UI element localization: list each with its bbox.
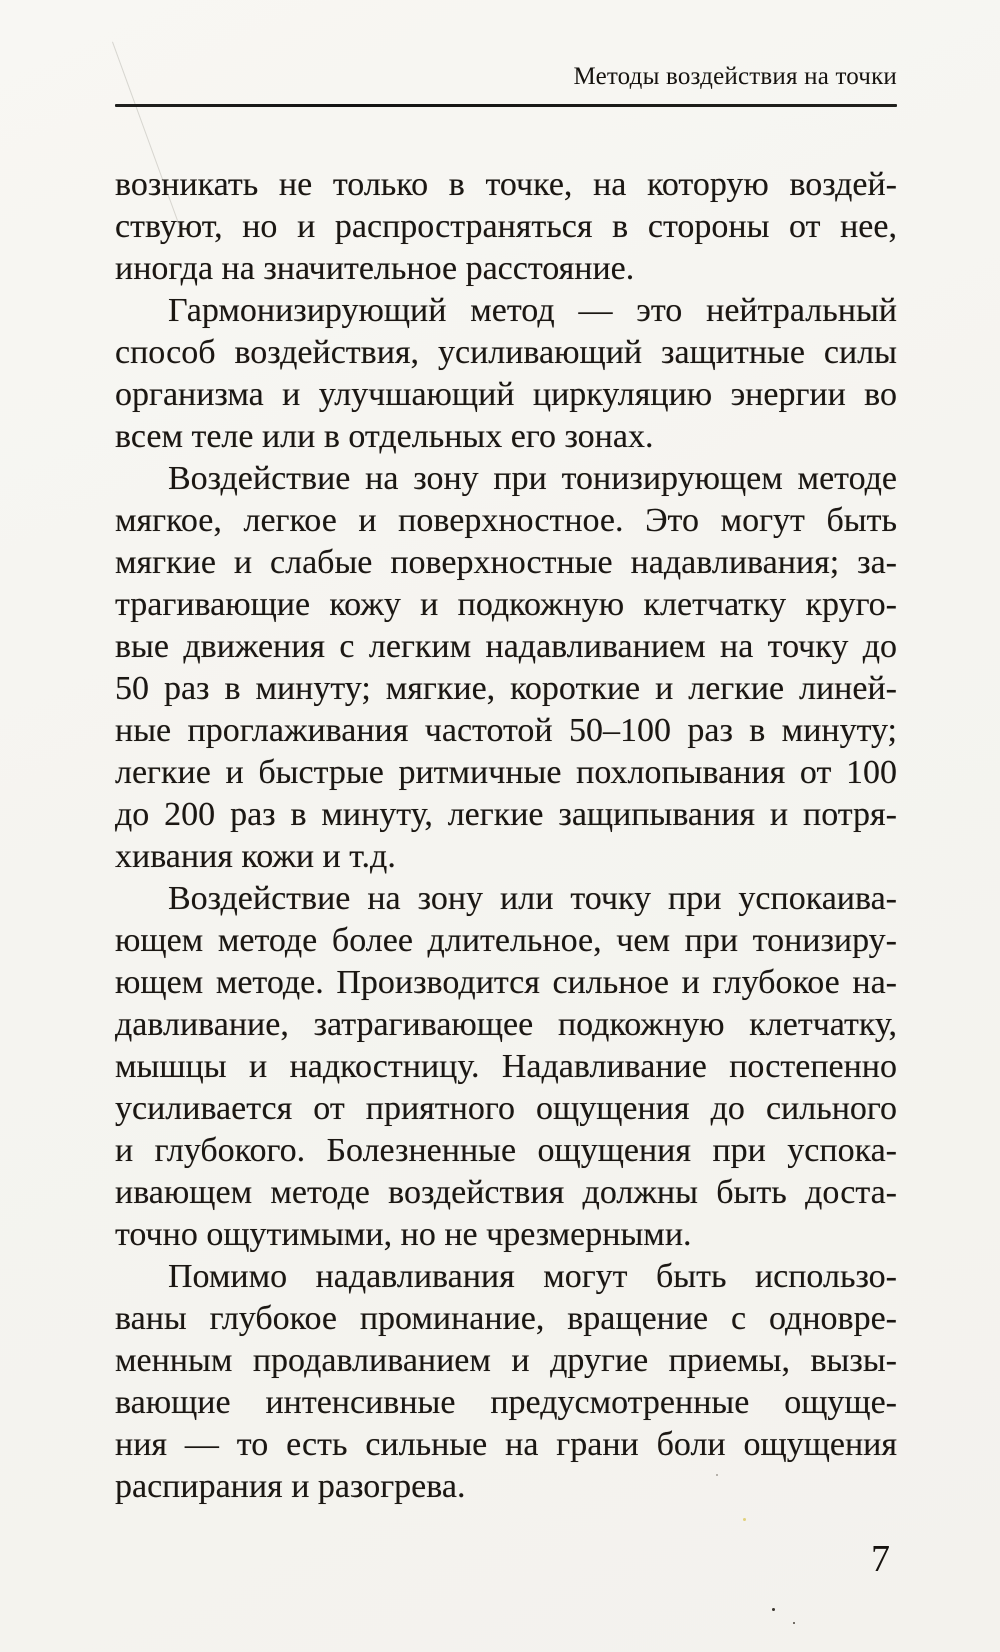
paragraph-3	[115, 458, 897, 878]
text-line: ные проглаживания частотой 50–100 раз в минуту;	[115, 712, 897, 749]
text-line: 50 раз в минуту; мягкие, короткие и легкие линей-	[115, 670, 897, 707]
paragraph-1	[115, 164, 897, 290]
text-line: ивающем методе воздействия должны быть доста-	[115, 1174, 897, 1211]
text-line: Воздействие на зону при тонизирующем методе	[168, 460, 897, 497]
page-number: 7	[871, 1538, 890, 1580]
text-line: усиливается от приятного ощущения до сильного	[115, 1090, 897, 1127]
dust-speck	[716, 1474, 718, 1476]
text-line: легкие и быстрые ритмичные похлопывания от 100	[115, 754, 897, 791]
text-line: Воздействие на зону или точку при успокаива-	[168, 880, 897, 917]
paragraph-4	[115, 878, 897, 1256]
text-line: организма и улучшающий циркуляцию энергии во	[115, 376, 897, 413]
text-line: давливание, затрагивающее подкожную клетчатку,	[115, 1006, 897, 1043]
text-line: ющем методе более длительное, чем при тонизиру-	[115, 922, 897, 959]
text-line: ствуют, но и распространяться в стороны от нее,	[115, 208, 897, 245]
text-line: Гармонизирующий метод — это нейтральный	[168, 292, 897, 329]
text-line: ющем методе. Производится сильное и глубокое на-	[115, 964, 897, 1001]
text-line: точно ощутимыми, но не чрезмерными.	[115, 1216, 692, 1253]
paragraph-2	[115, 290, 897, 458]
text-line: Помимо надавливания могут быть использо-	[168, 1258, 897, 1295]
text-line: и глубокого. Болезненные ощущения при успока-	[115, 1132, 897, 1169]
text-line: распирания и разогрева.	[115, 1468, 466, 1505]
text-line: хивания кожи и т.д.	[115, 838, 396, 875]
text-line: трагивающие кожу и подкожную клетчатку круго-	[115, 586, 897, 623]
paragraph-5	[115, 1256, 897, 1508]
text-line: мышцы и надкостницу. Надавливание постепенно	[115, 1048, 897, 1085]
text-line: вые движения с легким надавливанием на точку до	[115, 628, 897, 665]
text-line: способ воздействия, усиливающий защитные силы	[115, 334, 897, 371]
body-text	[115, 164, 897, 1508]
text-line: иногда на значительное расстояние.	[115, 250, 635, 287]
dust-speck	[772, 1608, 775, 1611]
text-line: вающие интенсивные предусмотренные ощуще-	[115, 1384, 897, 1421]
dust-speck	[743, 1518, 746, 1521]
header-rule	[115, 104, 897, 107]
text-block	[115, 0, 897, 1508]
dust-speck	[793, 1622, 795, 1624]
text-line: до 200 раз в минуту, легкие защипывания и потря-	[115, 796, 897, 833]
text-line: мягкое, легкое и поверхностное. Это могут быть	[115, 502, 897, 539]
text-line: возникать не только в точке, на которую воздей-	[115, 166, 897, 203]
text-line: менным продавливанием и другие приемы, вызы-	[115, 1342, 897, 1379]
text-line: ния — то есть сильные на грани боли ощущения	[115, 1426, 897, 1463]
running-header: Методы воздействия на точки	[573, 63, 897, 90]
text-line: ваны глубокое проминание, вращение с одновре-	[115, 1300, 897, 1337]
text-line: мягкие и слабые поверхностные надавливания; за-	[115, 544, 897, 581]
text-line: всем теле или в отдельных его зонах.	[115, 418, 654, 455]
